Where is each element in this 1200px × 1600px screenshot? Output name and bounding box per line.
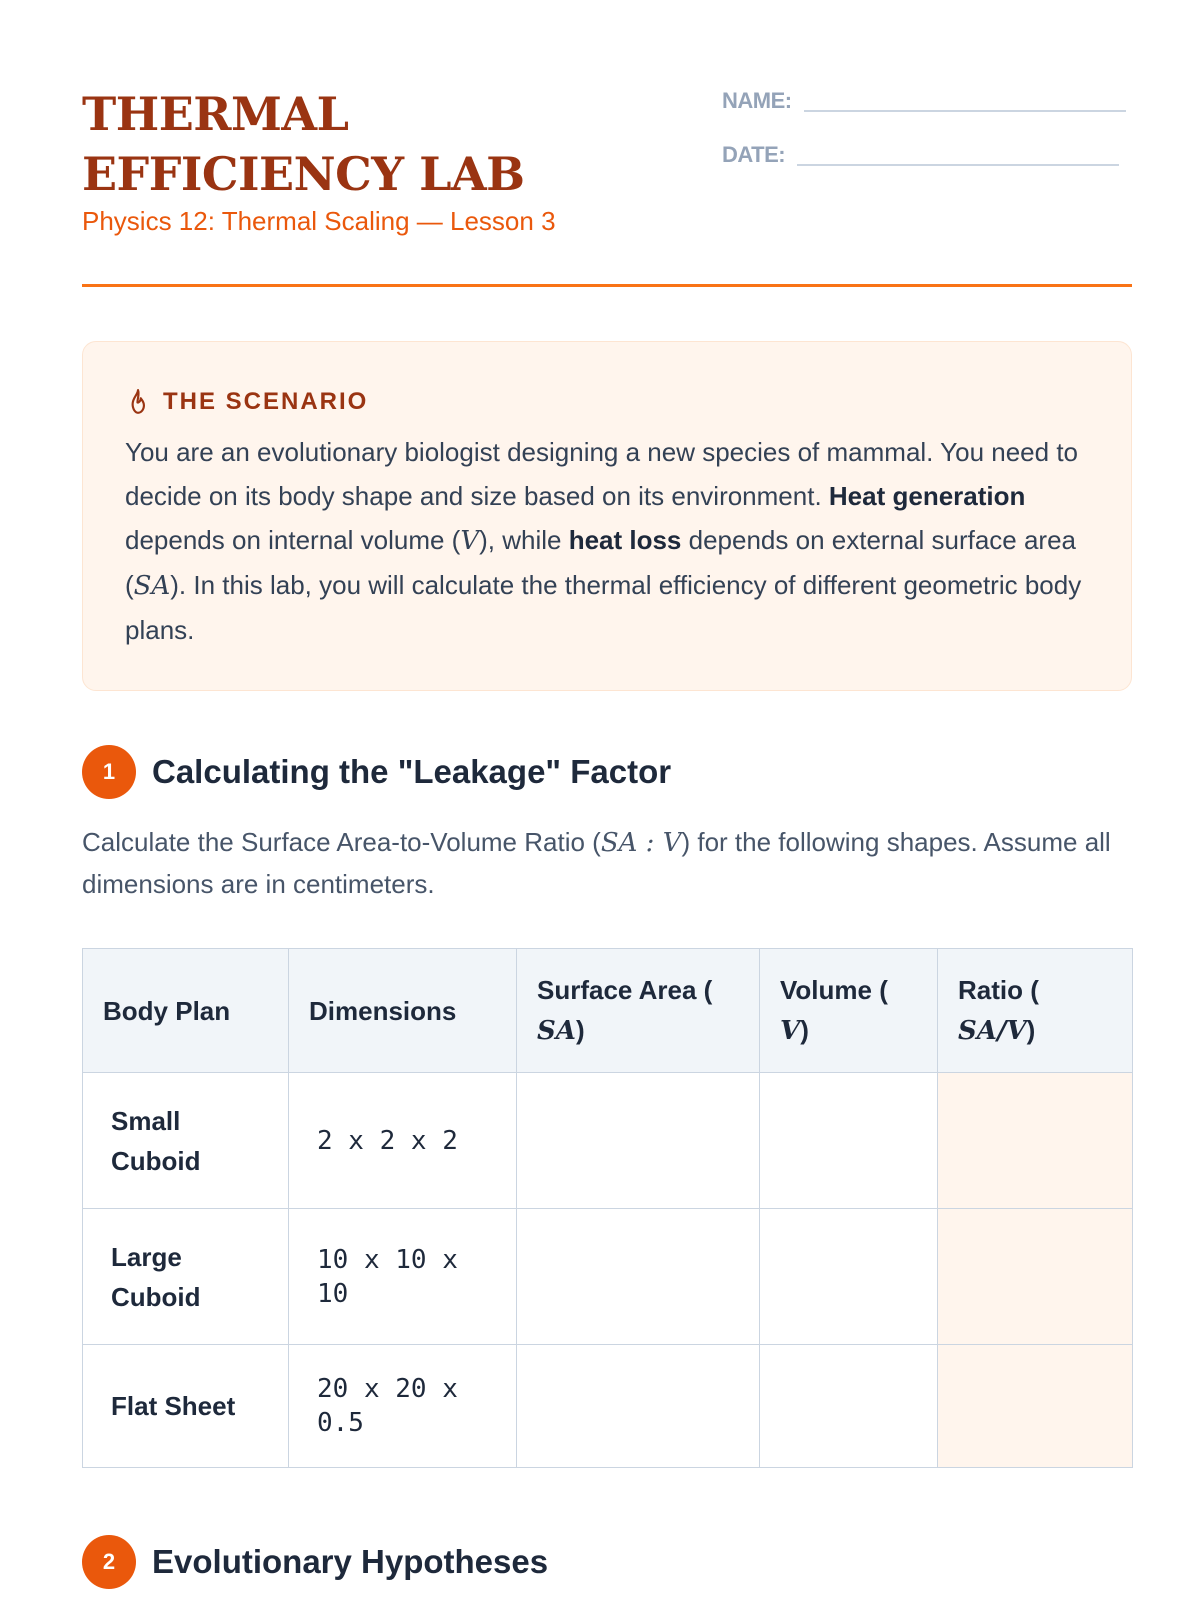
- section-2-heading: [82, 1535, 548, 1589]
- header-body-plan: Body Plan: [83, 949, 289, 1073]
- page-title: THERMAL EFFICIENCY LAB: [82, 87, 525, 201]
- section-1-title: Calculating the "Leakage" Factor: [152, 753, 672, 790]
- date-line[interactable]: [797, 164, 1119, 166]
- scenario-text: [125, 430, 1085, 652]
- volume-answer-cell[interactable]: [760, 1209, 938, 1345]
- volume-answer-cell[interactable]: [760, 1345, 938, 1468]
- header-surface-area-math: SA: [537, 1016, 576, 1046]
- scenario-text-5: ). In this lab, you will calculate the thermal efficiency of different geometric body plans.: [125, 570, 1082, 645]
- header-ratio-math: SA/V: [958, 1016, 1027, 1046]
- header-volume-text: Volume (: [780, 975, 888, 1005]
- math-volume: V: [460, 526, 480, 556]
- section-1-desc-1: Calculate the Surface Area-to-Volume Ratio (: [82, 827, 601, 857]
- name-field[interactable]: [722, 88, 1126, 114]
- scenario-text-2: depends on internal volume (: [125, 525, 461, 555]
- surface-area-answer-cell[interactable]: [517, 1345, 760, 1468]
- math-ratio-sa-v: SA : V: [600, 828, 682, 858]
- ratio-answer-cell[interactable]: [938, 1073, 1133, 1209]
- dimensions-cell: 20 x 20 x 0.5: [289, 1345, 517, 1468]
- table-header-row: [83, 949, 1133, 1073]
- scenario-heading: THE SCENARIO: [163, 388, 369, 415]
- header-ratio-text: Ratio (: [958, 975, 1039, 1005]
- scenario-panel: [82, 341, 1132, 691]
- ratio-answer-cell[interactable]: [938, 1345, 1133, 1468]
- scenario-text-1: You are an evolutionary biologist designing a new species of mammal. You need to decide on its body shape and size based on its environment.: [125, 437, 1078, 511]
- body-plan-cell: Flat Sheet: [83, 1345, 289, 1468]
- math-surface-area: SA: [133, 571, 171, 601]
- body-plan-cell: Small Cuboid: [83, 1073, 289, 1209]
- section-1-desc-2: ) for the following shapes. Assume all dimensions are in centimeters.: [82, 827, 1111, 899]
- scenario-heading-row: [125, 388, 368, 416]
- dimensions-cell: 10 x 10 x 10: [289, 1209, 517, 1345]
- header-surface-area: [517, 949, 760, 1073]
- surface-area-answer-cell[interactable]: [517, 1073, 760, 1209]
- date-field[interactable]: [722, 142, 1119, 168]
- section-1-heading: [82, 745, 671, 799]
- date-label: DATE:: [722, 142, 786, 167]
- scenario-bold-heat-loss: heat loss: [568, 525, 682, 555]
- header-ratio-close: ): [1026, 1015, 1036, 1045]
- scenario-text-3: ), while: [479, 525, 569, 555]
- header-dimensions: Dimensions: [289, 949, 517, 1073]
- header-volume-close: ): [800, 1015, 809, 1045]
- header-ratio: [938, 949, 1133, 1073]
- page-subtitle: Physics 12: Thermal Scaling — Lesson 3: [82, 206, 556, 236]
- scenario-text-4: depends on external surface area (: [125, 525, 1077, 600]
- header-volume-math: V: [780, 1016, 801, 1046]
- header-surface-area-close: ): [575, 1015, 585, 1045]
- table-row: [83, 1209, 1133, 1345]
- section-1-number-badge: 1: [82, 745, 136, 799]
- header-volume: [760, 949, 938, 1073]
- ratio-answer-cell[interactable]: [938, 1209, 1133, 1345]
- name-label: NAME:: [722, 88, 792, 113]
- header-divider: [82, 284, 1132, 287]
- surface-area-answer-cell[interactable]: [517, 1209, 760, 1345]
- dimensions-cell: 2 x 2 x 2: [289, 1073, 517, 1209]
- ratio-table: [82, 948, 1133, 1468]
- body-plan-cell: Large Cuboid: [83, 1209, 289, 1345]
- name-line[interactable]: [804, 110, 1126, 112]
- header-surface-area-text: Surface Area (: [537, 975, 713, 1005]
- section-2-title: Evolutionary Hypotheses: [152, 1543, 549, 1580]
- table-row: [83, 1073, 1133, 1209]
- section-2-number-badge: 2: [82, 1535, 136, 1589]
- scenario-bold-heat-generation: Heat generation: [828, 481, 1026, 511]
- volume-answer-cell[interactable]: [760, 1073, 938, 1209]
- flame-icon: [125, 388, 151, 416]
- worksheet-header: [82, 78, 1132, 288]
- section-1-description: [82, 822, 1132, 905]
- table-row: [83, 1345, 1133, 1468]
